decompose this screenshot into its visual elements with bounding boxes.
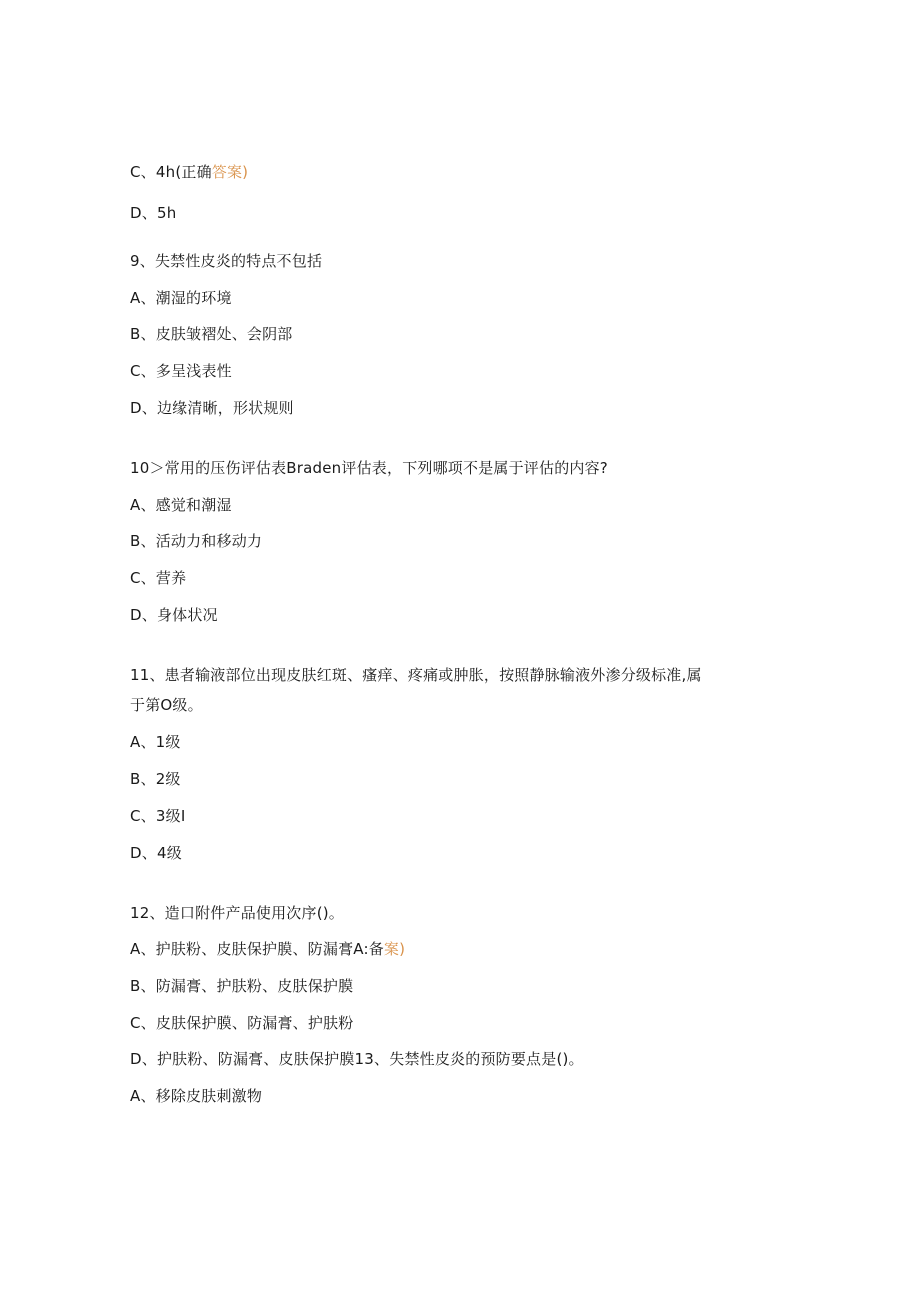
q10-stem: 10＞常用的压伤评估表Braden评估表，下列哪项不是属于评估的内容? bbox=[130, 459, 608, 477]
q11-option-b: B、2级 bbox=[130, 770, 181, 788]
q12-stem: 12、造口附件产品使用次序()。 bbox=[130, 904, 344, 922]
q10-option-a: A、感觉和潮湿 bbox=[130, 496, 232, 514]
q12-option-a bbox=[130, 939, 405, 959]
q11-stem-line1: 11、患者输液部位出现皮肤红斑、瘙痒、疼痛或肿胀，按照静脉输液外渗分级标准,属 bbox=[130, 666, 702, 684]
q12-option-c: C、皮肤保护膜、防漏膏、护肤粉 bbox=[130, 1014, 354, 1032]
q13-option-a: A、移除皮肤刺激物 bbox=[130, 1087, 263, 1105]
q9-option-b: B、皮肤皱褶处、会阴部 bbox=[130, 325, 293, 343]
q12-option-a-text: A、护肤粉、皮肤保护膜、防漏膏A:备 bbox=[130, 940, 384, 958]
q9-option-d: D、边缘清晰，形状规则 bbox=[130, 399, 294, 417]
q11-stem-line2: 于第O级。 bbox=[130, 696, 203, 714]
q10-option-c: C、营养 bbox=[130, 569, 187, 587]
q12-answer-mark: 案) bbox=[383, 940, 406, 958]
q12-option-b: B、防漏膏、护肤粉、皮肤保护膜 bbox=[130, 977, 354, 995]
q8-option-d: D、5h bbox=[130, 204, 177, 222]
q11-option-c: C、3级I bbox=[130, 807, 186, 825]
q11-option-d: D、4级 bbox=[130, 844, 182, 862]
q9-option-c: C、多呈浅表性 bbox=[130, 362, 232, 380]
q8-answer-mark: 答案) bbox=[211, 163, 249, 181]
q10-option-d: D、身体状况 bbox=[130, 606, 218, 624]
q8-option-c-text: C、4h(正确 bbox=[130, 163, 212, 181]
q9-stem: 9、失禁性皮炎的特点不包括 bbox=[130, 252, 323, 270]
q8-option-c bbox=[130, 162, 248, 182]
q11-option-a: A、1级 bbox=[130, 733, 181, 751]
q10-option-b: B、活动力和移动力 bbox=[130, 532, 263, 550]
q9-option-a: A、潮湿的环境 bbox=[130, 289, 232, 307]
q12-option-d-and-q13-stem: D、护肤粉、防漏膏、皮肤保护膜13、失禁性皮炎的预防要点是()。 bbox=[130, 1050, 584, 1068]
